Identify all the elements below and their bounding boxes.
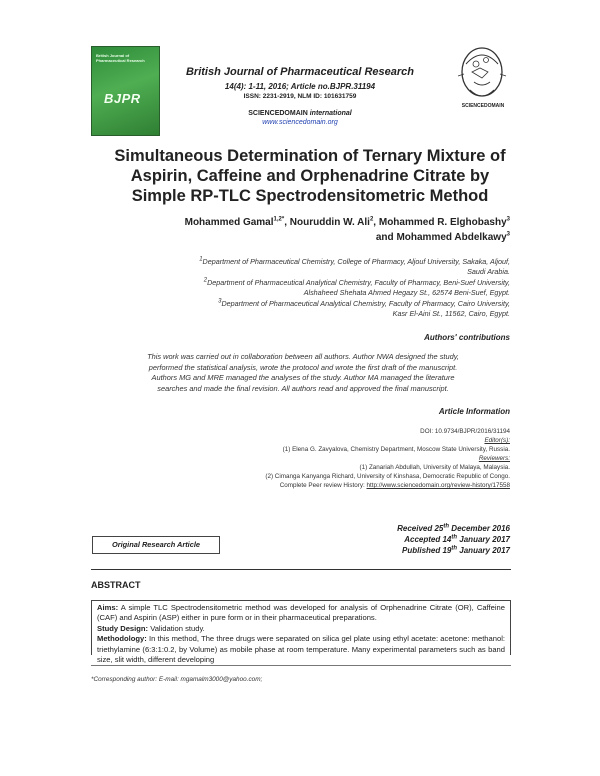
footnote-divider	[91, 665, 511, 666]
cover-logo: BJPR	[104, 91, 141, 106]
published-date: Published 19th January 2017	[402, 545, 510, 555]
publisher-name: SCIENCEDOMAIN international	[248, 110, 352, 117]
doi: DOI: 10.9734/BJPR/2016/31194	[420, 428, 510, 435]
affiliation-3: $^3$Department of Pharmaceutical Analytical Chemistry, Faculty of Pharmacy, Cairo University, Kasr El-Aini St., 11562, Cairo, Egypt.	[218, 298, 510, 318]
contributions-heading: Authors' contributions	[424, 333, 510, 342]
author-name: Mohammed Gamal	[184, 217, 274, 228]
author-name: Mohammed R. Elghobashy	[378, 217, 507, 228]
abstract-text: Aims: A simple TLC Spectrodensitometric method was developed for analysis of Orphenadrine Citrate (OR), Caffeine (CAF) and Aspirin (ASP) either in pure form or in their pharmaceutical preparations. Study Design: Validation study. Methodology: In this method, The three drugs were separated on silica gel plate using ethyl acetate: acetone: methanol: triethylamine (6:3:1:0.2, by Volume) as mobile phase at room temperature. Many experimental parameters such as band size, slit width, different developing	[97, 603, 505, 665]
cover-title: British Journal of Pharmaceutical Research	[96, 53, 145, 63]
received-date: Received 25th December 2016	[397, 523, 510, 533]
affiliation-2: $^2$Department of Pharmaceutical Analytical Chemistry, Faculty of Pharmacy, Beni-Suef University, Alshaheed Shehata Ahmed Hegazy St., 62574 Beni-Suef, Egypt.	[203, 277, 510, 297]
publisher-website-link[interactable]: www.sciencedomain.org	[262, 119, 338, 126]
article-info: DOI: 10.9734/BJPR/2016/31194 Editor(s): (1) Elena G. Zavyalova, Chemistry Department, Moscow State University, Russia. Reviewers: (1) Zanariah Abdullah, University of Malaya, Malaysia. (2) Cimanga Kanyanga Richard, University of Kinshasa, Democratic Republic of Congo. Complete Peer review History: http://www.sciencedomain.org/review-history/17558	[200, 427, 510, 490]
accepted-date: Accepted 14th January 2017	[404, 534, 510, 544]
author-list: Mohammed Gamal$^{1,2*}$, Nouruddin W. Ali$^2$, Mohammed R. Elghobashy$^3$ and Mohammed Abdelkawy$^3$	[184, 216, 510, 243]
review-history-link[interactable]: http://www.sciencedomain.org/review-history/17558	[366, 482, 510, 489]
journal-cover-image	[91, 46, 160, 136]
affiliation-1: $^1$Department of Pharmaceutical Chemistry, College of Pharmacy, Aljouf University, Sakaka, Aljouf, Saudi Arabia.	[199, 256, 510, 276]
journal-name: British Journal of Pharmaceutical Research	[185, 66, 415, 78]
article-info-heading: Article Information	[438, 407, 510, 416]
author-name: Nouruddin W. Ali	[289, 217, 370, 228]
article-type-label: Original Research Article	[111, 540, 201, 549]
publisher-logo-label: SCIENCEDOMAIN	[461, 103, 505, 109]
abstract-heading: ABSTRACT	[91, 580, 141, 590]
author-name: Mohammed Abdelkawy	[396, 232, 507, 243]
volume-line: 14(4): 1-11, 2016; Article no.BJPR.31194	[224, 82, 376, 91]
divider	[91, 569, 511, 570]
publisher-logo-icon	[452, 42, 514, 110]
corresponding-author-footnote: *Corresponding author: E-mail: mgamalm3000@yahoo.com;	[91, 676, 263, 683]
article-title: Simultaneous Determination of Ternary Mixture of Aspirin, Caffeine and Orphenadrine Citrate by Simple RP-TLC Spectrodensitometric Method	[114, 147, 506, 205]
contributions-text: This work was carried out in collaboration between all authors. Author NWA designed the study, performed the statistical analysis, wrote the protocol and wrote the first draft of the manuscript. Authors MG and MRE managed the analyses of the study. Author MA managed the literature searches and made the final revision. All authors read and approved the final manuscript.	[147, 352, 459, 393]
issn-line: ISSN: 2231-2919, NLM ID: 101631759	[243, 93, 357, 100]
abstract-box	[91, 600, 511, 665]
article-dates	[300, 523, 510, 556]
